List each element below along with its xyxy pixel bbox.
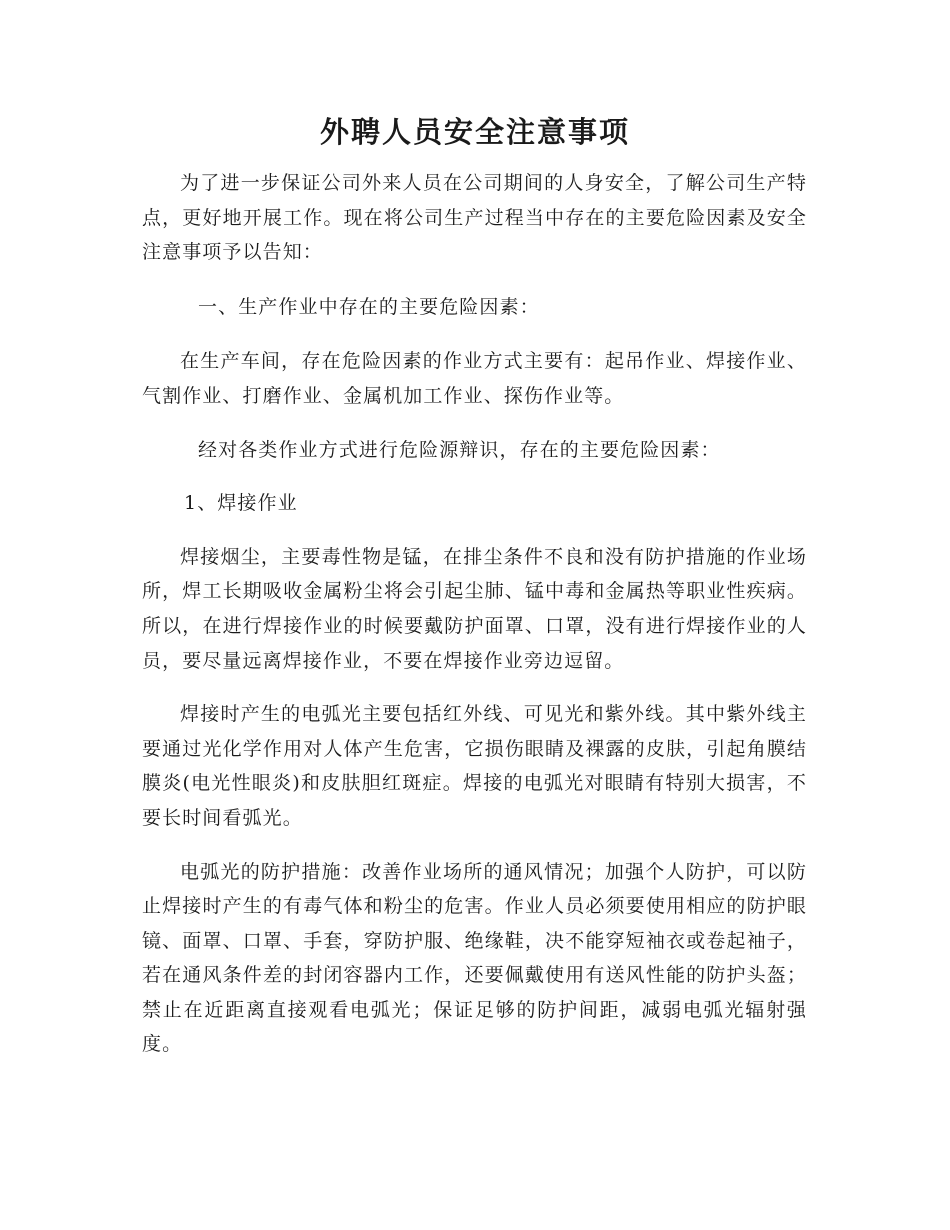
document-title: 外聘人员安全注意事项 (319, 115, 630, 149)
welding-fume-paragraph: 焊接烟尘，主要毒性物是锰，在排尘条件不良和没有防护措施的作业场所，焊工长期吸收金属粉尘将会引起尘肺、锰中毒和金属热等职业性疾病。所以，在进行焊接作业的时候要戴防护面罩、口罩，没有进行焊接作业的人员，要尽量远离焊接作业，不要在焊接作业旁边逗留。 (142, 545, 807, 672)
protection-measures-paragraph: 电弧光的防护措施：改善作业场所的通风情况；加强个人防护，可以防止焊接时产生的有毒气体和粉尘的危害。作业人员必须要使用相应的防护眼镜、面罩、口罩、手套，穿防护服、绝缘鞋，决不能穿短袖衣或卷起袖子，若在通风条件差的封闭容器内工作，还要佩戴使用有送风性能的防护头盔；禁止在近距离直接观看电弧光；保证足够的防护间距，减弱电弧光辐射强度。 (142, 860, 807, 1056)
arc-light-paragraph: 焊接时产生的电弧光主要包括红外线、可见光和紫外线。其中紫外线主要通过光化学作用对人体产生危害，它损伤眼睛及裸露的皮肤，引起角膜结膜炎(电光性眼炎)和皮肤胆红斑症。焊接的电弧光对眼睛有特别大损害，不要长时间看弧光。 (142, 703, 807, 829)
intro-paragraph: 为了进一步保证公司外来人员在公司期间的人身安全，了解公司生产特点，更好地开展工作。现在将公司生产过程当中存在的主要危险因素及安全注意事项予以告知： (142, 172, 807, 264)
document-body (142, 166, 807, 1062)
section-heading: 一、生产作业中存在的主要危险因素： (198, 295, 540, 318)
hazard-identification-paragraph: 经对各类作业方式进行危险源辩识，存在的主要危险因素： (198, 438, 721, 461)
work-methods-paragraph: 在生产车间，存在危险因素的作业方式主要有：起吊作业、焊接作业、气割作业、打磨作业、金属机加工作业、探伤作业等。 (142, 350, 807, 407)
subsection-heading: 1、焊接作业 (184, 492, 298, 515)
